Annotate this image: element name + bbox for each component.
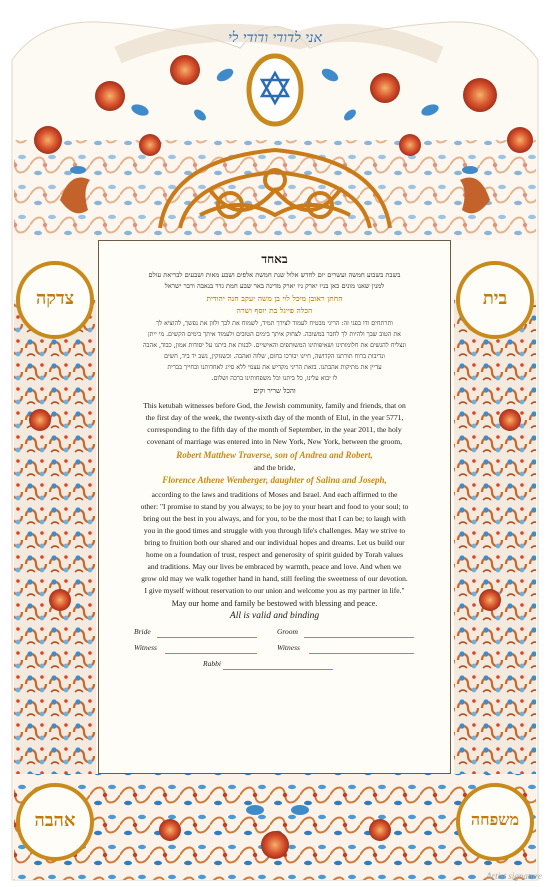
english-line-11: and traditions. May our lives be embraced by warmth, peace and love. And when we <box>147 562 402 571</box>
groom-signature-label: Groom <box>277 627 298 636</box>
valid-binding: All is valid and binding <box>229 611 320 621</box>
english-line-10: home on a foundation of trust, respect and generosity of spirit guided by Torah values <box>146 550 403 559</box>
hebrew-line-7: ונצליח להגשים את חלומותינו ושאיפותינו המשותפים והאישיים. לבנות את ביתנו על יסודות אמון, כבוד, אהבה <box>142 342 407 349</box>
english-line-12: grow old may we walk together hand in hand, still feeling the sweetness of our devotion. <box>141 574 408 583</box>
rabbi-signature-label: Rabbi <box>203 659 221 668</box>
english-line-8: you in the good times and struggle with you through life's challenges. May we strive to <box>143 526 406 535</box>
english-line-9: bring to fruition both our shared and our individual hopes and dreams. Let us build our <box>144 538 405 547</box>
hebrew-line-8: ונדיבות ברוח תורתנו הקדושה, חיינו יבורכו בחום, שלוה ואהבה. וכשנזקין, נשב יד ביד, חשים <box>164 353 385 360</box>
hebrew-line-5: ותרתחים ודו בפני זה: הריני מבטיח לעמוד לצידך תמיד, לשמוח את לבך ולזון את נפשך, להוציא לך <box>156 320 393 327</box>
english-line-4: covenant of marriage was entered into in New York, New York, between the groom, <box>146 437 403 446</box>
hebrew-heading: באחד <box>261 252 288 266</box>
medallion-bottom-left: אהבה <box>34 810 76 831</box>
hebrew-line-9: עדיין את מתיקות אהבתנו. בזאת הריני מקדיש את עצמי ללא סייג לאחדותנו ובחייך בברית <box>167 364 382 371</box>
english-line-1: This ketubah witnesses before God, the Jewish community, family and friends, that on <box>143 401 406 410</box>
artist-signature: Artist signature <box>486 871 542 881</box>
witness1-signature-label: Witness <box>134 643 157 652</box>
bride-signature-line[interactable] <box>157 637 257 638</box>
hebrew-line-2: למנין שאנו מונים כאן בניו יארק ניו יארק מדינה באר שבע חמת גדר בנאבה ורבר ישראל <box>164 282 385 290</box>
hebrew-groom-line: החתן ראובן מיכל לוי בן משה יעקב חנה יהודית <box>206 294 343 303</box>
witness2-signature-label: Witness <box>277 643 300 652</box>
hebrew-line-10: לו יבוא עלינו, כל ביתנו וכל משפחותינו ברכה ושלום. <box>211 375 338 382</box>
top-arch-text: אני לדודי ודודי לי <box>228 30 322 46</box>
medallion-bottom-right: משפחה <box>470 810 520 829</box>
and-the-bride: and the bride, <box>253 463 296 472</box>
witness1-signature-line[interactable] <box>165 653 257 654</box>
ketubah-text-panel <box>98 240 451 774</box>
english-line-13: I give myself without reservation to our union and welcome you as my partner in life." <box>144 586 405 595</box>
english-line-6: other: "I promise to stand by you always; to be joy to your heart and food to your soul; to <box>140 502 409 511</box>
groom-signature-line[interactable] <box>304 637 414 638</box>
medallion-top-left: צדקה <box>35 288 75 309</box>
rabbi-signature-line[interactable] <box>223 669 333 670</box>
groom-name: Robert Matthew Traverse, son of Andrea and Robert, <box>176 450 373 460</box>
blessing-line: May our home and family be bestowed with blessing and peace. <box>171 599 378 608</box>
medallion-top-right: בית <box>482 288 508 309</box>
bride-name: Florence Athene Wenberger, daughter of Salina and Joseph, <box>162 475 387 485</box>
hebrew-line-6: את הטוב שבך ולהיות לך לחבר במשובה. לצחוק איתך בימים הטובים ולעמוד איתך בימים הקשים. מי ייתן <box>148 331 401 338</box>
english-line-7: bring out the best in you always, and for you, to be the most that I can be; to laugh with <box>143 514 406 523</box>
hebrew-bride-line: הכלה פייגל בת יוסף ושרה <box>236 306 313 315</box>
english-line-5: according to the laws and traditions of Moses and Israel. And each affirmed to the <box>151 490 398 499</box>
english-line-3: corresponding to the fifth day of the month of September, in the year 2011, the holy <box>147 425 402 434</box>
hebrew-line-1: בשבת בשבוע חמשה ועשרים יום לחדש אלול שנת חמשת אלפים ושבע מאות ושבעים לבריאת עולם <box>148 271 401 279</box>
english-line-2: the first day of the week, the twenty-sixth day of the month of Elul, in the year 5771, <box>145 413 404 422</box>
bride-signature-label: Bride <box>134 627 151 636</box>
witness2-signature-line[interactable] <box>309 653 414 654</box>
hebrew-closing: והכל שריר וקים <box>253 387 296 395</box>
